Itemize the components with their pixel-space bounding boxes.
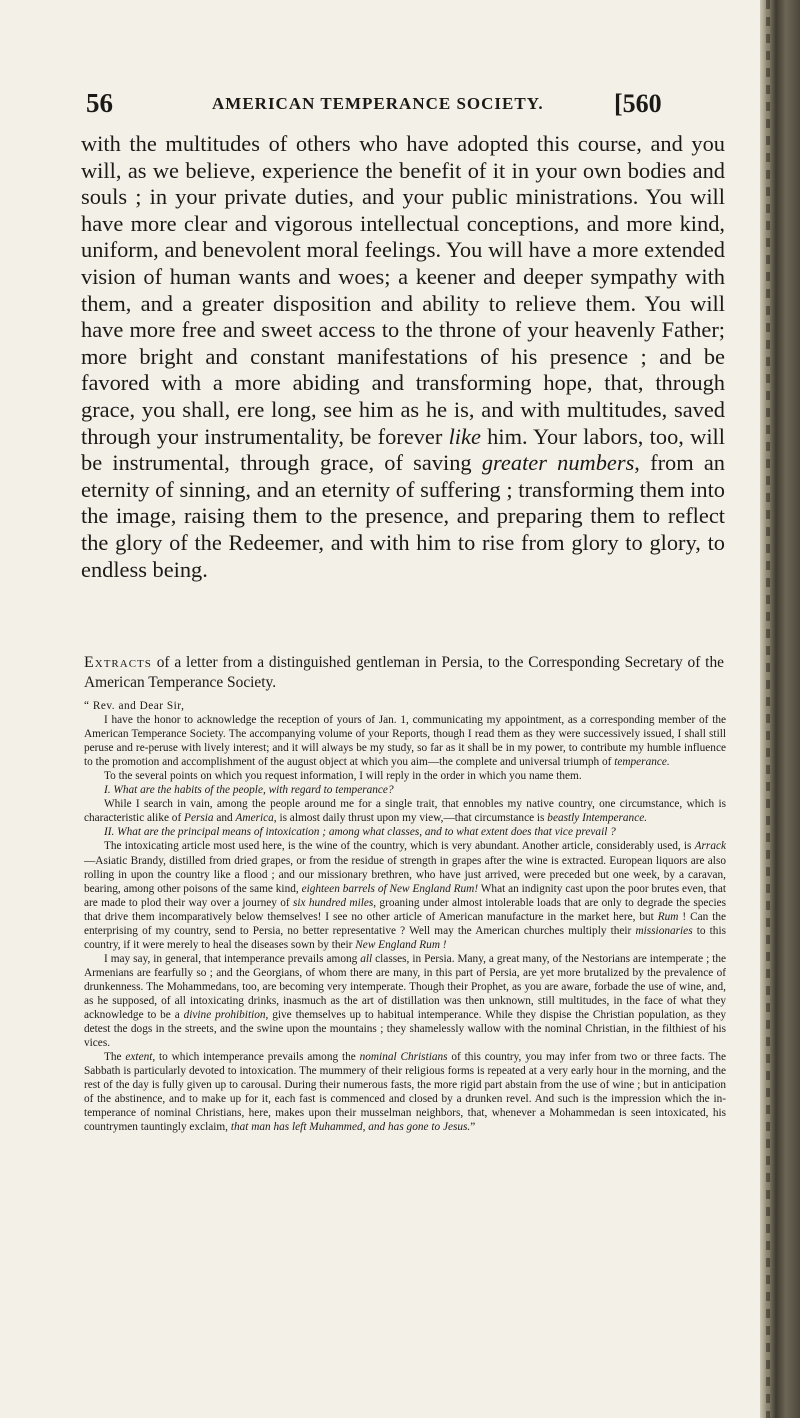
running-head: AMERICAN TEMPERANCE SOCIETY.	[212, 94, 544, 113]
question-heading: II. What are the principal means of intoxication ; among what classes, and to what extent does that vice prevail ?	[104, 826, 616, 839]
letter-paragraph: I have the honor to acknowledge the reception of yours of Jan. 1, communicating my appointment, as a corresponding member of the American Temperance Society. The accompanying volume of your Reports, though I read them as they were successively issued, I shall still peruse and re-peruse with lively interest; and it will always be my study, so far as it shall be in my power, to contribute my humble influence to the promotion and accomplishment of the august object at which you aim—the complete and universal triumph of temperance.	[84, 714, 726, 769]
page-header	[86, 88, 726, 128]
section-number: [560	[614, 89, 662, 118]
extract-heading: Extracts of a letter from a distinguished gentleman in Persia, to the Corresponding Secretary of the American Temperance Society.	[84, 654, 724, 691]
letter-paragraph: I may say, in general, that intemperance prevails among all classes, in Persia. Many, a great many, of the Nestorians are intemperate ; the Armenians are fearfully so ; and the Georgians, of whom there are many, in this part of Persia, are yet more brutalized by the prevalence of drunkenness. The Mohammedans, too, are becoming very intemperate. Though their Prophet, as you are aware, forbade the use of wine, and, as he supposed, of all intoxicating drinks, inasmuch as the art of distillation was then unknown, still multitudes, in the face of what they acknowledge to be a divine prohibition, give themselves up to habitual intemperance. While they dispise the Christian population, as they detest the dogs in the streets, and the swine upon the mountains ; they shamelessly wallow with the nominal Christian, in the filthiest of his vices.	[84, 952, 726, 1050]
emphasis-like: like	[448, 423, 481, 449]
letter-salutation: “ Rev. and Dear Sir,	[84, 700, 185, 712]
letter-paragraph: The extent, to which intemperance prevails among the nominal Christians of this country, you may infer from two or three facts. The Sabbath is particularly devoted to intoxication. The mummery of their religious forms is repeated at a very early hour in the morning, and the rest of the day is fully given up to carousal. During their numerous fasts, the more rigid part abstain from the use of wine ; but in anticipation of the abstinence, and to make up for it, each fast is commenced and closed by a drunken revel. And such is the impression which the intemperance of nominal Christians, here, makes upon their musselman neighbors, that, whenever a Mohammedan is seen intoxicated, his countrymen tauntingly exclaim, that man has left Muhammed, and has gone to Jesus.”	[84, 1051, 727, 1134]
letter-text	[84, 699, 726, 1134]
book-binding-edge	[760, 0, 800, 1418]
letter-paragraph: While I search in vain, among the people around me for a single trait, that ennobles my native country, one circumstance, which is characteristic alike of Persia and America, is almost daily thrust upon my view,—that circumstance is beastly Intemperance.	[84, 798, 726, 825]
letter-paragraph: To the several points on which you request information, I will reply in the order in which you name them.	[104, 770, 582, 783]
page-number: 56	[86, 88, 113, 118]
question-heading: I. What are the habits of the people, with regard to temperance?	[104, 784, 394, 797]
extract-lead: Extracts	[84, 654, 152, 671]
letter-paragraph: The intoxicating article most used here, is the wine of the country, which is very abundant. Another article, considerably used, is Arrack—Asiatic Brandy, distilled from dried grapes, or from the residue of strength in grapes after the wine is extracted. European liquors are also rolling in upon the country like a flood ; and our missionary brethren, who have just arrived, were preceded but one week, by a caravan, bearing, among other poisons of the same kind, eighteen barrels of New England Rum! What an indignity cast upon the poor brutes even, that are made to plod their way over a journey of six hundred miles, groaning under almost intolerable loads that are only to degrade the species that drive them incomparatively below themselves! I see no other article of American manufacture in the market here, but Rum ! Can the enterprising of my country, send to Persia, no better representative ? Well may the American churches multiply their missionaries to this country, if it were merely to heal the diseases sown by their New England Rum !	[84, 840, 727, 951]
emphasis-greater-numbers: greater numbers	[481, 450, 635, 476]
body-paragraph: with the multitudes of others who have adopted this course, and you will, as we believe, experience the benefit of it in your own bodies and souls ; in your private duties, and your public ministrations. You will have more clear and vigorous intellectual conceptions, and more kind, uniform, and benevolent moral feelings. You will have a more extended vision of human wants and woes; a keener and deeper sympathy with them, and a greater disposition and ability to relieve them. You will have more free and sweet access to the throne of your heavenly Father; more bright and constant manifestations of his presence ; and be favored with a more abiding and transforming hope, that, through grace, you shall, ere long, see him as he is, and with multitudes, saved through your instrumentality, be forever like him. Your labors, too, will be instrumental, through grace, of saving greater numbers, from an eternity of sinning, and an eternity of suffering ; transforming them into the image, raising them to the presence, and preparing them to reflect the glory of the Redeemer, and with him to rise from glory to glory, to endless being.	[81, 131, 726, 582]
